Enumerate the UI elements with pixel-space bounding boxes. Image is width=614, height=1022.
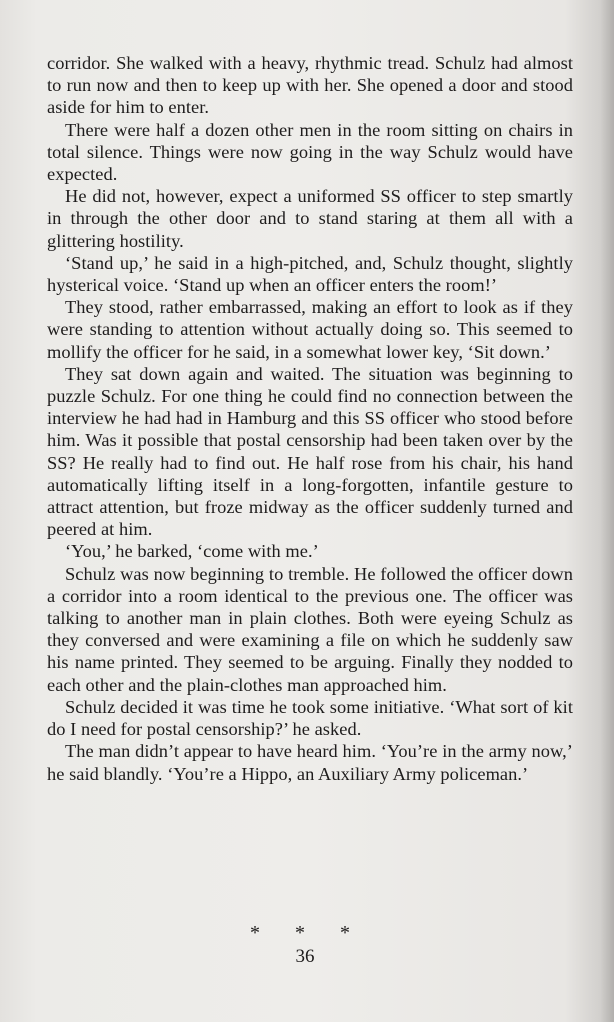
paragraph-9: Schulz decided it was time he took some initiative. ‘What sort of kit do I need for postal censorship?’ he asked. xyxy=(47,696,573,740)
paragraph-6: They sat down again and waited. The situation was beginning to puzzle Schulz. For one thing he could find no connection between the interview he had had in Hamburg and this SS officer who stood before him. Was it possible that postal censorship had been taken over by the SS? He really had to find out. He half rose from his chair, his hand automatically lifting itself in a long-forgotten, infantile gesture to attract attention, but froze midway as the officer suddenly turned and peered at him. xyxy=(47,363,573,540)
section-break: * * * xyxy=(250,922,350,944)
paragraph-3: He did not, however, expect a uniformed SS officer to step smartly in through the other door and to stand staring at them all with a glittering hostility. xyxy=(47,186,573,251)
paragraph-5: They stood, rather embarrassed, making an effort to look as if they were standing to attention without actually doing so. This seemed to mollify the officer for he said, in a somewhat lower key, ‘Sit down.’ xyxy=(47,297,573,362)
page-edge-shadow xyxy=(600,0,614,1022)
page-number: 36 xyxy=(295,946,315,967)
paragraph-7: ‘You,’ he barked, ‘come with me.’ xyxy=(65,541,319,562)
paragraph-1: corridor. She walked with a heavy, rhythmic tread. Schulz had almost to run now and then to keep up with her. She opened a door and stood aside for him to enter. xyxy=(47,53,573,118)
paragraph-2: There were half a dozen other men in the room sitting on chairs in total silence. Things were now going in the way Schulz would have expected. xyxy=(47,119,573,185)
paragraph-4: ‘Stand up,’ he said in a high-pitched, and, Schulz thought, slightly hysterical voice. ‘Stand up when an officer enters the room!’ xyxy=(47,252,573,296)
paragraph-8: Schulz was now beginning to tremble. He followed the officer down a corridor into a room identical to the previous one. The officer was talking to another man in plain clothes. Both were eyeing Schulz as they conversed and were examining a file on which he suddenly saw his name printed. They seemed to be arguing. Finally they nodded to each other and the plain-clothes man approached him. xyxy=(47,563,573,695)
paragraph-10: The man didn’t appear to have heard him. ‘You’re in the army now,’ he said blandly. ‘You’re a Hippo, an Auxiliary Army policeman.’ xyxy=(47,741,573,784)
body-text xyxy=(47,52,573,785)
